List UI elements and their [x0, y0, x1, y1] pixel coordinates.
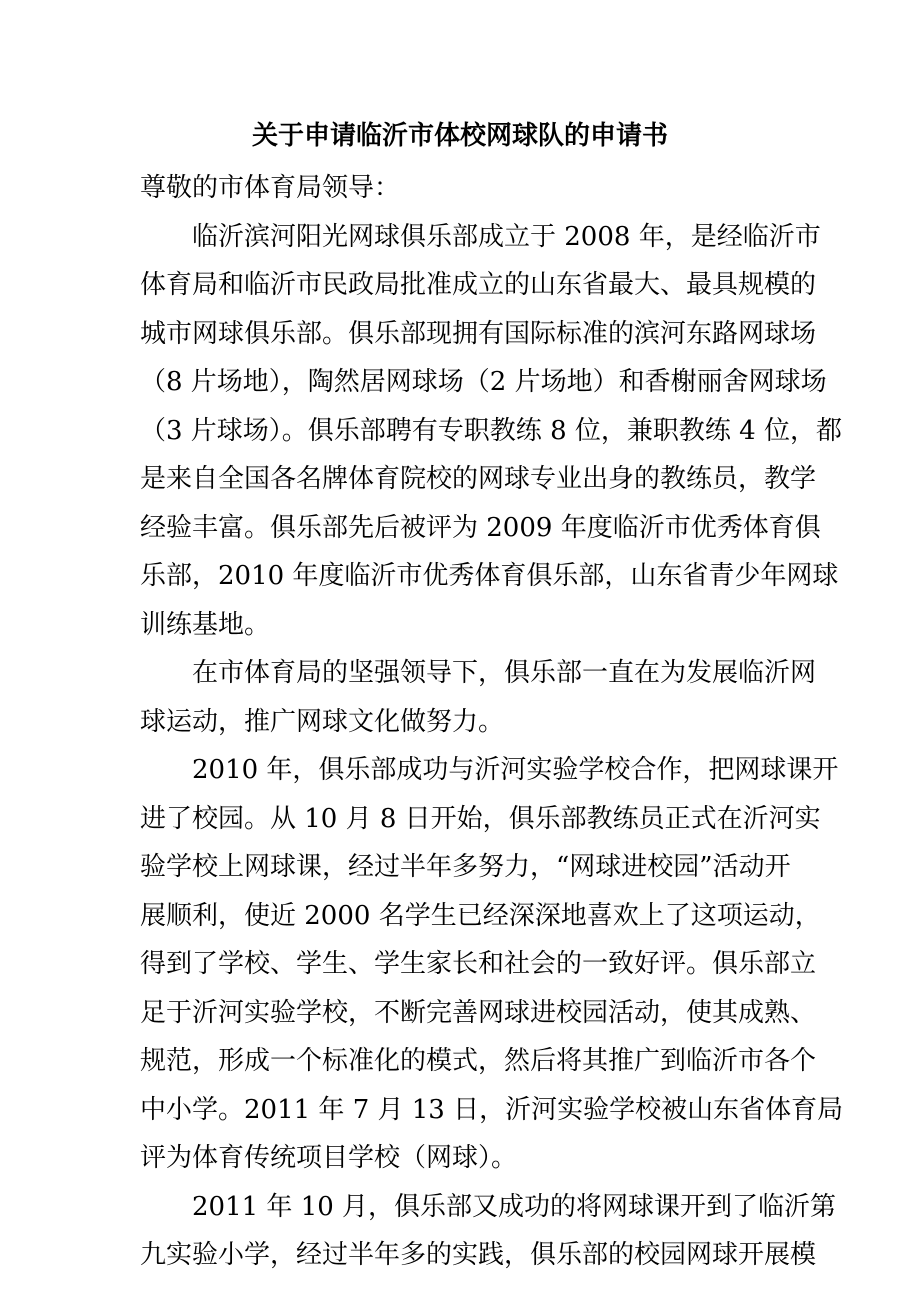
- text-line: （8 片场地），陶然居网球场（2 片场地）和香榭丽舍网球场: [140, 367, 827, 397]
- text-line: 九实验小学，经过半年多的实践，俱乐部的校园网球开展模: [140, 1240, 817, 1270]
- document-body: [140, 164, 844, 1280]
- text-line: 规范，形成一个标准化的模式，然后将其推广到临沂市各个: [140, 1046, 817, 1076]
- text-line: 得到了学校、学生、学生家长和社会的一致好评。俱乐部立: [140, 949, 817, 979]
- text-line: 展顺利，使近 2000 名学生已经深深地喜欢上了这项运动，: [140, 900, 821, 931]
- text-line: 体育局和临沂市民政局批准成立的山东省最大、最具规模的: [140, 270, 817, 300]
- text-line: 训练基地。: [140, 609, 271, 640]
- text-line: 2011 年 10 月，俱乐部又成功的将网球课开到了临沂第: [192, 1191, 837, 1222]
- text-line: 中小学。2011 年 7 月 13 日，沂河实验学校被山东省体育局: [140, 1094, 844, 1125]
- text-line: 验学校上网球课，经过半年多努力，“网球进校园”活动开: [140, 852, 791, 882]
- text-line: 球运动，推广网球文化做努力。: [140, 706, 505, 737]
- text-line: 足于沂河实验学校，不断完善网球进校园活动，使其成熟、: [140, 997, 817, 1028]
- text-line: 是来自全国各名牌体育院校的网球专业出身的教练员，教学: [140, 464, 817, 494]
- document-title: 关于申请临沂市体校网球队的申请书: [251, 121, 668, 151]
- text-line: 临沂滨河阳光网球俱乐部成立于 2008 年，是经临沂市: [192, 221, 821, 252]
- text-line: 乐部，2010 年度临沂市优秀体育俱乐部，山东省青少年网球: [140, 561, 839, 591]
- text-line: 城市网球俱乐部。俱乐部现拥有国际标准的滨河东路网球场: [140, 318, 817, 349]
- text-line: 评为体育传统项目学校（网球）。: [140, 1143, 518, 1173]
- text-line: 尊敬的市体育局领导：: [140, 173, 401, 203]
- text-line: 在市体育局的坚强领导下，俱乐部一直在为发展临沂网: [192, 658, 817, 688]
- text-line: 2010 年，俱乐部成功与沂河实验学校合作，把网球课开: [192, 755, 839, 785]
- text-line: （3 片球场）。俱乐部聘有专职教练 8 位，兼职教练 4 位，都: [140, 415, 842, 446]
- text-line: 经验丰富。俱乐部先后被评为 2009 年度临沂市优秀体育俱: [140, 512, 821, 543]
- text-line: 进了校园。从 10 月 8 日开始，俱乐部教练员正式在沂河实: [140, 803, 821, 834]
